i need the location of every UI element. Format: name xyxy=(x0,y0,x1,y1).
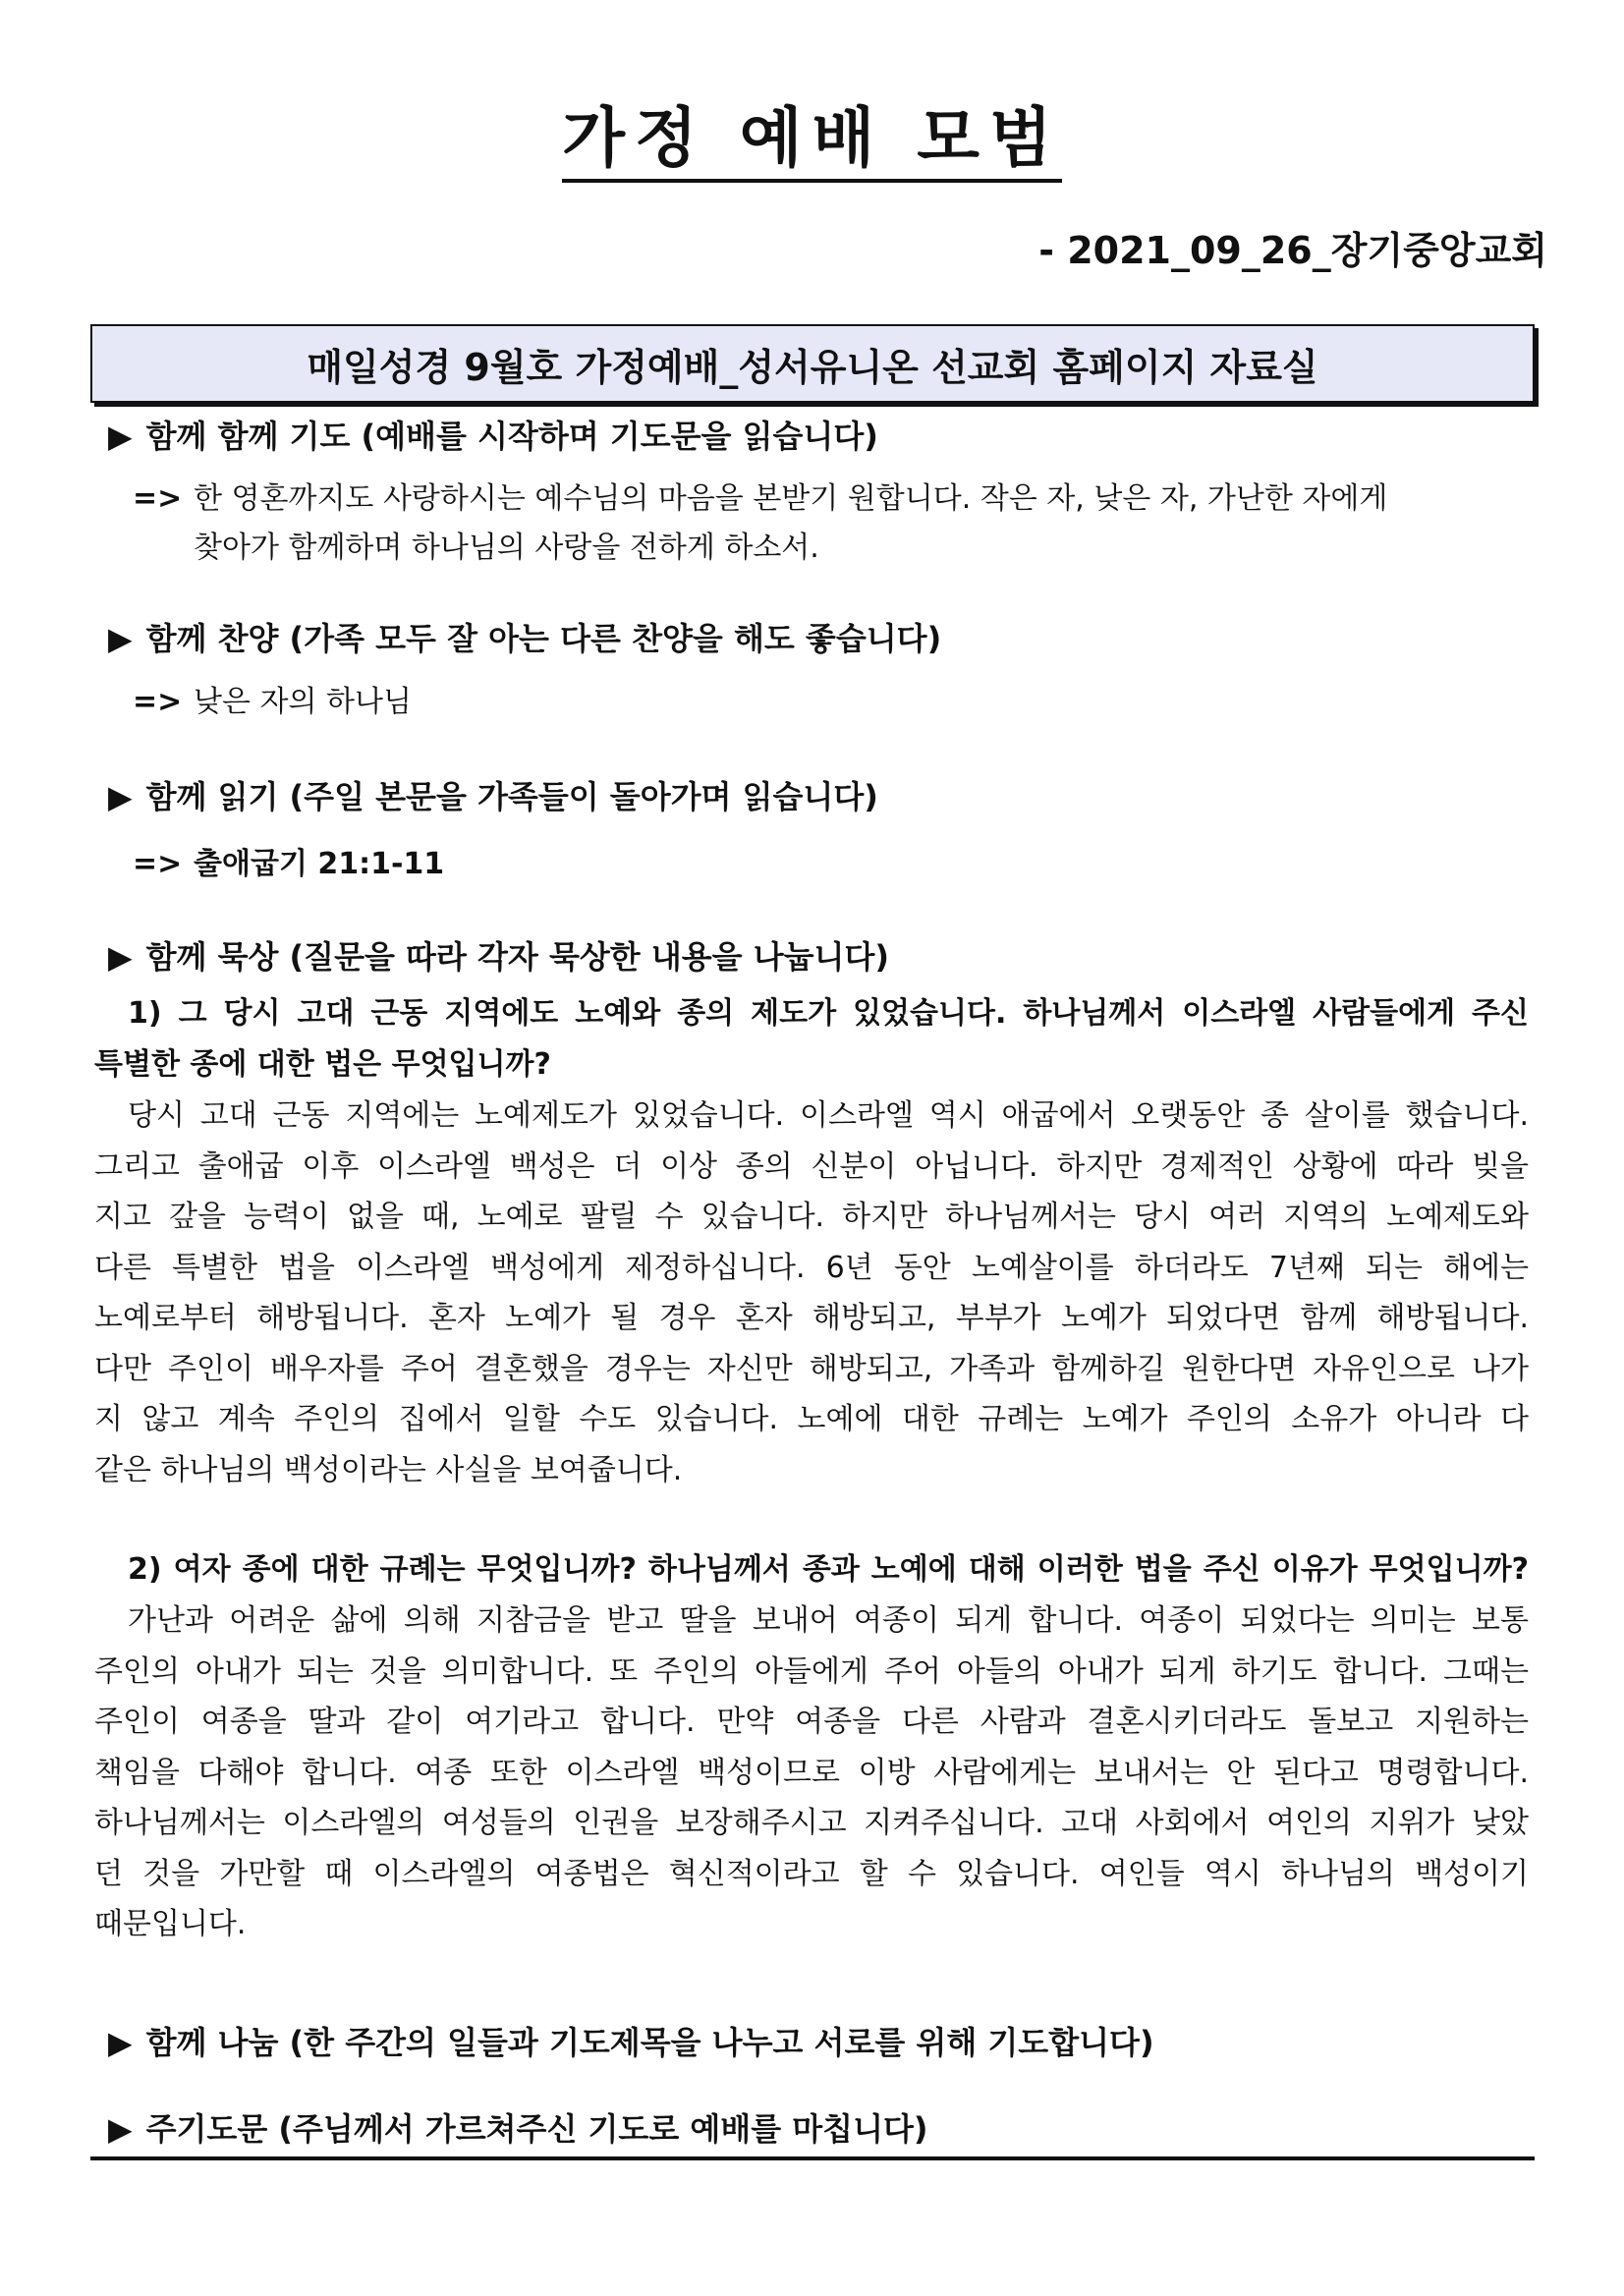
arrow-icon: => xyxy=(133,685,183,719)
answer-2-line: 주인이 여종을 딸과 같이 여기라고 합니다. 만약 여종을 다른 사람과 결혼시키더라도 돌보고 지원하는 xyxy=(94,1705,1529,1739)
bullet-triangle-icon: ▶ xyxy=(108,778,133,815)
bullet-triangle-icon: ▶ xyxy=(108,418,133,455)
source-box-text: 매일성경 9월호 가정예배_성서유니온 선교회 홈페이지 자료실 xyxy=(307,345,1318,389)
question-2: 2) 여자 종에 대한 규례는 무엇입니까? 하나님께서 종과 노예에 대해 이러한 법을 주신 이유가 무엇입니까? xyxy=(128,1552,1529,1587)
answer-1-line: 당시 고대 근동 지역에는 노예제도가 있었습니다. 이스라엘 역시 애굽에서 오랫동안 종 살이를 했습니다. xyxy=(128,1098,1529,1133)
section-heading-prayer xyxy=(108,417,878,456)
answer-1-line: 노예로부터 해방됩니다. 혼자 노예가 될 경우 혼자 해방되고, 부부가 노예가 되었다면 함께 해방됩니다. xyxy=(94,1301,1529,1335)
question-1-line-2: 특별한 종에 대한 법은 무엇입니까? xyxy=(94,1047,551,1082)
reading-answer xyxy=(133,840,444,889)
prayer-line-1 xyxy=(133,475,1387,524)
answer-1-line: 같은 하나님의 백성이라는 사실을 보여줍니다. xyxy=(94,1452,683,1487)
question-1-line-1: 1) 그 당시 고대 근동 지역에도 노예와 종의 제도가 있었습니다. 하나님께서 이스라엘 사람들에게 주신 xyxy=(128,996,1529,1031)
page-title-text: 가정 예배 모범 xyxy=(562,106,1062,183)
answer-2-line: 주인의 아내가 되는 것을 의미합니다. 또 주인의 아들에게 주어 아들의 아내가 되게 하기도 합니다. 그때는 xyxy=(94,1653,1529,1689)
section-heading-meditation xyxy=(108,937,889,977)
arrow-icon: => xyxy=(133,847,183,881)
section-heading-lords-prayer xyxy=(108,2109,928,2149)
section-heading-praise-text: 함께 찬양 (가족 모두 잘 아는 다른 찬양을 해도 좋습니다) xyxy=(145,620,942,657)
answer-1-line: 지고 갚을 능력이 없을 때, 노예로 팔릴 수 있습니다. 하지만 하나님께서는 당시 여러 지역의 노예제도와 xyxy=(94,1200,1529,1234)
answer-1-line: 다른 특별한 법을 이스라엘 백성에게 제정하십니다. 6년 동안 노예살이를 하더라도 7년째 되는 해에는 xyxy=(94,1250,1529,1285)
answer-2-line: 하나님께서는 이스라엘의 여성들의 인권을 보장해주시고 지켜주십니다. 고대 사회에서 여인의 지위가 낮았 xyxy=(94,1806,1529,1840)
section-heading-reading-text: 함께 읽기 (주일 본문을 가족들이 돌아가며 읽습니다) xyxy=(145,778,878,815)
prayer-line-2: 찾아가 함께하며 하나님의 사랑을 전하게 하소서. xyxy=(194,531,819,565)
answer-2-line: 던 것을 가만할 때 이스라엘의 여종법은 혁신적이라고 할 수 있습니다. 여인들 역시 하나님의 백성이기 xyxy=(94,1856,1529,1891)
answer-2-paragraph xyxy=(94,1596,1529,1950)
praise-answer-text: 낮은 자의 하나님 xyxy=(194,685,412,719)
answer-1-paragraph xyxy=(94,1091,1529,1495)
answer-2-line: 책임을 다해야 합니다. 여종 또한 이스라엘 백성이므로 이방 사람에게는 보내서는 안 된다고 명령합니다. xyxy=(94,1755,1529,1790)
bullet-triangle-icon: ▶ xyxy=(108,2024,133,2061)
section-heading-praise xyxy=(108,619,941,658)
bullet-triangle-icon: ▶ xyxy=(108,2110,133,2148)
section-heading-meditation-text: 함께 묵상 (질문을 따라 각자 묵상한 내용을 나눕니다) xyxy=(145,938,889,976)
section-heading-sharing-text: 함께 나눔 (한 주간의 일들과 기도제목을 나누고 서로를 위해 기도합니다) xyxy=(145,2024,1154,2061)
date-line: - 2021_09_26_장기중앙교회 xyxy=(1038,229,1547,272)
bullet-triangle-icon: ▶ xyxy=(108,938,133,976)
answer-1-line: 지 않고 계속 주인의 집에서 일할 수도 있습니다. 노예에 대한 규례는 노예가 주인의 소유가 아니라 다 xyxy=(94,1402,1529,1436)
source-box xyxy=(90,324,1535,403)
answer-2-line: 가난과 어려운 삶에 의해 지참금을 받고 딸을 보내어 여종이 되게 합니다. 여종이 되었다는 의미는 보통 xyxy=(128,1603,1529,1638)
prayer-line-1-text: 한 영혼까지도 사랑하시는 예수님의 마음을 본받기 원합니다. 작은 자, 낮은 자, 가난한 자에게 xyxy=(194,481,1388,516)
praise-answer xyxy=(133,678,412,727)
answer-2-line: 때문입니다. xyxy=(94,1907,247,1941)
page-title xyxy=(0,100,1624,183)
answer-1-line: 그리고 출애굽 이후 이스라엘 백성은 더 이상 종의 신분이 아닙니다. 하지만 경제적인 상황에 따라 빚을 xyxy=(94,1148,1529,1184)
reading-answer-text: 출애굽기 21:1-11 xyxy=(194,847,445,881)
section-heading-lords-prayer-text: 주기도문 (주님께서 가르쳐주신 기도로 예배를 마칩니다) xyxy=(145,2110,928,2148)
section-heading-reading xyxy=(108,777,878,816)
section-heading-prayer-text: 함께 함께 기도 (예배를 시작하며 기도문을 읽습니다) xyxy=(145,418,878,455)
answer-1-line: 다만 주인이 배우자를 주어 결혼했을 경우는 자신만 해방되고, 가족과 함께하길 원한다면 자유인으로 나가 xyxy=(94,1351,1529,1386)
bullet-triangle-icon: ▶ xyxy=(108,620,133,657)
arrow-icon: => xyxy=(133,481,183,516)
section-heading-sharing xyxy=(108,2023,1154,2062)
bottom-rule xyxy=(90,2156,1535,2160)
